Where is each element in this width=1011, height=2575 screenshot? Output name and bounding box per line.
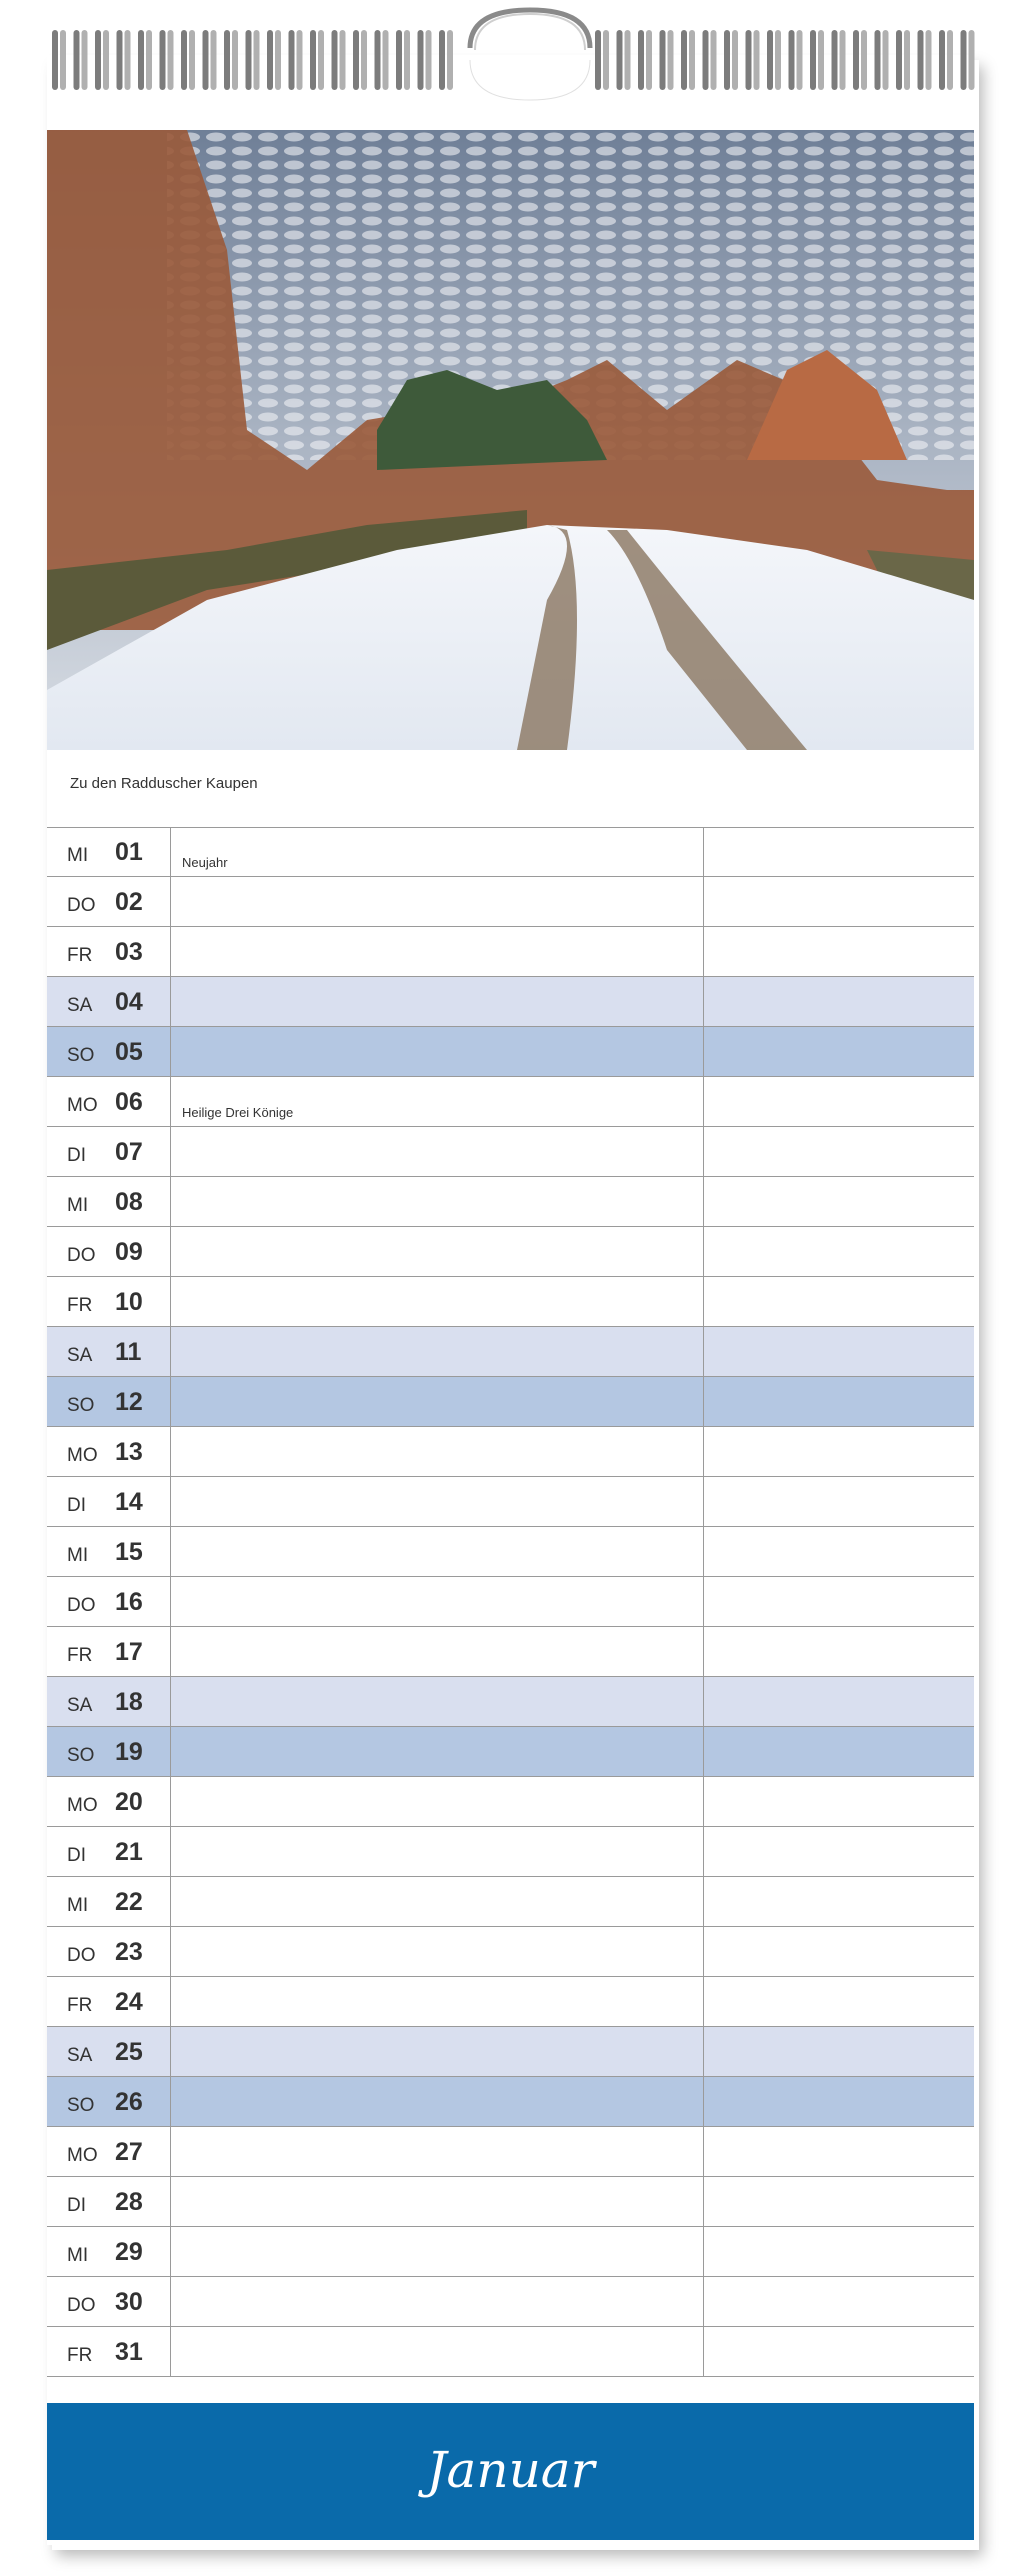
day-number: 24: [115, 1988, 143, 2016]
winter-landscape-image: [47, 130, 974, 750]
column-divider: [703, 2127, 704, 2176]
date-cell: [47, 1977, 171, 2026]
binding-ring: [947, 30, 953, 90]
binding-ring: [724, 30, 730, 90]
binding-ring: [711, 30, 717, 90]
column-divider: [703, 1677, 704, 1726]
binding-ring: [340, 30, 346, 90]
day-number: 17: [115, 1638, 143, 1666]
date-cell: [47, 1377, 171, 1426]
day-row[interactable]: [47, 1027, 974, 1077]
day-number: 31: [115, 2338, 143, 2366]
day-row[interactable]: [47, 977, 974, 1027]
date-cell: [47, 1627, 171, 1676]
date-cell: [47, 927, 171, 976]
day-number: 07: [115, 1138, 143, 1166]
binding-ring: [926, 30, 932, 90]
binding-ring: [832, 30, 838, 90]
weekday-label: FR: [67, 1995, 93, 2016]
binding-ring: [840, 30, 846, 90]
day-row[interactable]: [47, 1327, 974, 1377]
binding-ring: [767, 30, 773, 90]
binding-ring: [353, 30, 359, 90]
binding-ring: [638, 30, 644, 90]
binding-ring: [211, 30, 217, 90]
day-row[interactable]: [47, 1527, 974, 1577]
binding-ring: [617, 30, 623, 90]
date-cell: [47, 1527, 171, 1576]
column-divider: [703, 1327, 704, 1376]
day-number: 13: [115, 1438, 143, 1466]
binding-ring: [754, 30, 760, 90]
binding-ring: [883, 30, 889, 90]
column-divider: [703, 1277, 704, 1326]
day-row[interactable]: [47, 1477, 974, 1527]
weekday-label: DI: [67, 1145, 86, 1166]
date-cell: [47, 828, 171, 876]
date-cell: [47, 977, 171, 1026]
day-number: 09: [115, 1238, 143, 1266]
binding-ring: [60, 30, 66, 90]
binding-rings-right: [595, 30, 975, 90]
month-band: [47, 2403, 974, 2540]
date-cell: [47, 2177, 171, 2226]
date-cell: [47, 1077, 171, 1126]
binding-ring: [426, 30, 432, 90]
weekday-label: SO: [67, 1395, 95, 1416]
spiral-binding: [0, 0, 1011, 120]
weekday-label: FR: [67, 2345, 93, 2366]
day-number: 29: [115, 2238, 143, 2266]
binding-ring: [181, 30, 187, 90]
day-number: 04: [115, 988, 143, 1016]
day-row[interactable]: [47, 1377, 974, 1427]
column-divider: [703, 1727, 704, 1776]
binding-ring: [232, 30, 238, 90]
binding-ring: [254, 30, 260, 90]
binding-ring: [375, 30, 381, 90]
binding-ring: [146, 30, 152, 90]
date-cell: [47, 1777, 171, 1826]
day-number: 20: [115, 1788, 143, 1816]
binding-ring: [74, 30, 80, 90]
binding-ring: [775, 30, 781, 90]
day-row[interactable]: [47, 2077, 974, 2127]
binding-ring: [138, 30, 144, 90]
day-number: 05: [115, 1038, 143, 1066]
column-divider: [703, 977, 704, 1026]
column-divider: [703, 1077, 704, 1126]
day-row[interactable]: [47, 2227, 974, 2277]
binding-ring: [668, 30, 674, 90]
column-divider: [703, 1477, 704, 1526]
day-number: 27: [115, 2138, 143, 2166]
column-divider: [703, 1627, 704, 1676]
binding-ring: [595, 30, 601, 90]
month-name: Januar: [426, 2441, 595, 2499]
day-number: 16: [115, 1588, 143, 1616]
date-cell: [47, 1127, 171, 1176]
day-number: 28: [115, 2188, 143, 2216]
binding-ring: [361, 30, 367, 90]
binding-ring: [439, 30, 445, 90]
binding-ring: [103, 30, 109, 90]
day-number: 14: [115, 1488, 143, 1516]
day-row[interactable]: [47, 1677, 974, 1727]
day-row[interactable]: [47, 2127, 974, 2177]
day-number: 01: [115, 838, 143, 866]
day-number: 11: [115, 1338, 142, 1366]
day-number: 18: [115, 1688, 143, 1716]
binding-ring: [246, 30, 252, 90]
day-grid: [47, 827, 974, 2377]
weekday-label: DO: [67, 1595, 96, 1616]
day-row[interactable]: [47, 1877, 974, 1927]
binding-ring: [896, 30, 902, 90]
day-row[interactable]: [47, 1777, 974, 1827]
binding-ring: [318, 30, 324, 90]
date-cell: [47, 2277, 171, 2326]
day-row[interactable]: [47, 1127, 974, 1177]
day-number: 10: [115, 1288, 143, 1316]
date-cell: [47, 1427, 171, 1476]
date-cell: [47, 1477, 171, 1526]
day-row[interactable]: [47, 1227, 974, 1277]
day-number: 25: [115, 2038, 143, 2066]
weekday-label: FR: [67, 1645, 93, 1666]
column-divider: [703, 2027, 704, 2076]
column-divider: [703, 2077, 704, 2126]
date-cell: [47, 1177, 171, 1226]
binding-ring: [797, 30, 803, 90]
binding-ring: [396, 30, 402, 90]
day-row[interactable]: [47, 2177, 974, 2227]
binding-ring: [52, 30, 58, 90]
binding-ring: [732, 30, 738, 90]
day-row[interactable]: [47, 1727, 974, 1777]
column-divider: [703, 2327, 704, 2376]
weekday-label: DO: [67, 1245, 96, 1266]
weekday-label: SA: [67, 1695, 93, 1716]
binding-ring: [660, 30, 666, 90]
column-divider: [703, 1977, 704, 2026]
weekday-label: MI: [67, 2245, 89, 2266]
weekday-label: MI: [67, 1195, 89, 1216]
day-number: 08: [115, 1188, 143, 1216]
column-divider: [703, 1377, 704, 1426]
column-divider: [703, 1877, 704, 1926]
day-number: 12: [115, 1388, 143, 1416]
binding-ring: [746, 30, 752, 90]
binding-ring: [224, 30, 230, 90]
binding-ring: [853, 30, 859, 90]
binding-ring: [297, 30, 303, 90]
binding-ring: [168, 30, 174, 90]
date-cell: [47, 2027, 171, 2076]
binding-ring: [275, 30, 281, 90]
weekday-label: FR: [67, 1295, 93, 1316]
day-number: 26: [115, 2088, 143, 2116]
day-row[interactable]: [47, 1827, 974, 1877]
binding-ring: [203, 30, 209, 90]
binding-ring: [418, 30, 424, 90]
day-row[interactable]: [47, 1977, 974, 2027]
weekday-label: MI: [67, 1895, 89, 1916]
holiday-note: Neujahr: [182, 855, 228, 870]
weekday-label: MO: [67, 2145, 98, 2166]
weekday-label: DI: [67, 1495, 86, 1516]
binding-ring: [310, 30, 316, 90]
binding-ring: [603, 30, 609, 90]
column-divider: [703, 1027, 704, 1076]
weekday-label: MO: [67, 1795, 98, 1816]
landscape-photo: [47, 130, 974, 750]
binding-ring: [969, 30, 975, 90]
day-row[interactable]: [47, 1627, 974, 1677]
date-cell: [47, 1677, 171, 1726]
weekday-label: SO: [67, 1745, 95, 1766]
column-divider: [703, 1177, 704, 1226]
day-row[interactable]: [47, 877, 974, 927]
weekday-label: DO: [67, 1945, 96, 1966]
binding-ring: [703, 30, 709, 90]
date-cell: [47, 2127, 171, 2176]
binding-ring: [918, 30, 924, 90]
date-cell: [47, 1827, 171, 1876]
binding-ring: [404, 30, 410, 90]
binding-ring: [810, 30, 816, 90]
day-number: 30: [115, 2288, 143, 2316]
binding-ring: [160, 30, 166, 90]
binding-ring: [681, 30, 687, 90]
date-cell: [47, 1227, 171, 1276]
day-row[interactable]: [47, 2277, 974, 2327]
day-row[interactable]: [47, 1427, 974, 1477]
date-cell: [47, 1927, 171, 1976]
binding-ring: [625, 30, 631, 90]
date-cell: [47, 1577, 171, 1626]
day-row[interactable]: [47, 2027, 974, 2077]
binding-ring: [267, 30, 273, 90]
column-divider: [703, 1577, 704, 1626]
column-divider: [703, 1927, 704, 1976]
binding-ring: [82, 30, 88, 90]
column-divider: [703, 1527, 704, 1576]
binding-ring: [861, 30, 867, 90]
weekday-label: SA: [67, 1345, 93, 1366]
column-divider: [703, 877, 704, 926]
weekday-label: MO: [67, 1445, 98, 1466]
binding-ring: [447, 30, 453, 90]
day-number: 15: [115, 1538, 143, 1566]
weekday-label: SO: [67, 2095, 95, 2116]
binding-rings-left: [52, 30, 453, 90]
holiday-note: Heilige Drei Könige: [182, 1105, 294, 1120]
column-divider: [703, 1777, 704, 1826]
weekday-label: DI: [67, 1845, 86, 1866]
weekday-label: DO: [67, 895, 96, 916]
day-number: 02: [115, 888, 143, 916]
binding-ring: [383, 30, 389, 90]
day-number: 22: [115, 1888, 143, 1916]
binding-ring: [961, 30, 967, 90]
photo-caption: Zu den Radduscher Kaupen: [70, 775, 258, 792]
binding-ring: [289, 30, 295, 90]
day-number: 03: [115, 938, 143, 966]
date-cell: [47, 2227, 171, 2276]
hanger-hook-highlight: [475, 14, 585, 50]
hanger-notch: [470, 60, 590, 100]
date-cell: [47, 1877, 171, 1926]
day-number: 23: [115, 1938, 143, 1966]
binding-ring: [939, 30, 945, 90]
binding-ring: [95, 30, 101, 90]
weekday-label: SO: [67, 1045, 95, 1066]
weekday-label: MI: [67, 1545, 89, 1566]
day-row[interactable]: [47, 2327, 974, 2377]
day-row[interactable]: [47, 1277, 974, 1327]
wire-binding-graphic: [0, 0, 1011, 120]
day-row[interactable]: [47, 1577, 974, 1627]
day-row[interactable]: [47, 1077, 974, 1127]
date-cell: [47, 1277, 171, 1326]
date-cell: [47, 1027, 171, 1076]
column-divider: [703, 1227, 704, 1276]
binding-ring: [189, 30, 195, 90]
column-divider: [703, 1127, 704, 1176]
day-number: 21: [115, 1838, 143, 1866]
date-cell: [47, 2327, 171, 2376]
weekday-label: MI: [67, 845, 89, 866]
day-row[interactable]: [47, 827, 974, 877]
date-cell: [47, 1327, 171, 1376]
weekday-label: MO: [67, 1095, 98, 1116]
weekday-label: DI: [67, 2195, 86, 2216]
day-row[interactable]: [47, 1927, 974, 1977]
column-divider: [703, 1427, 704, 1476]
weekday-label: DO: [67, 2295, 96, 2316]
date-cell: [47, 2077, 171, 2126]
binding-ring: [904, 30, 910, 90]
binding-ring: [125, 30, 131, 90]
column-divider: [703, 2177, 704, 2226]
binding-ring: [332, 30, 338, 90]
day-number: 06: [115, 1088, 143, 1116]
column-divider: [703, 2227, 704, 2276]
binding-ring: [646, 30, 652, 90]
column-divider: [703, 2277, 704, 2326]
day-row[interactable]: [47, 1177, 974, 1227]
weekday-label: SA: [67, 995, 93, 1016]
weekday-label: SA: [67, 2045, 93, 2066]
date-cell: [47, 877, 171, 926]
date-cell: [47, 1727, 171, 1776]
day-number: 19: [115, 1738, 143, 1766]
column-divider: [703, 1827, 704, 1876]
binding-ring: [117, 30, 123, 90]
column-divider: [703, 927, 704, 976]
binding-ring: [875, 30, 881, 90]
weekday-label: FR: [67, 945, 93, 966]
day-row[interactable]: [47, 927, 974, 977]
binding-ring: [818, 30, 824, 90]
hanger-hook: [470, 10, 590, 48]
binding-ring: [689, 30, 695, 90]
binding-ring: [789, 30, 795, 90]
column-divider: [703, 828, 704, 876]
